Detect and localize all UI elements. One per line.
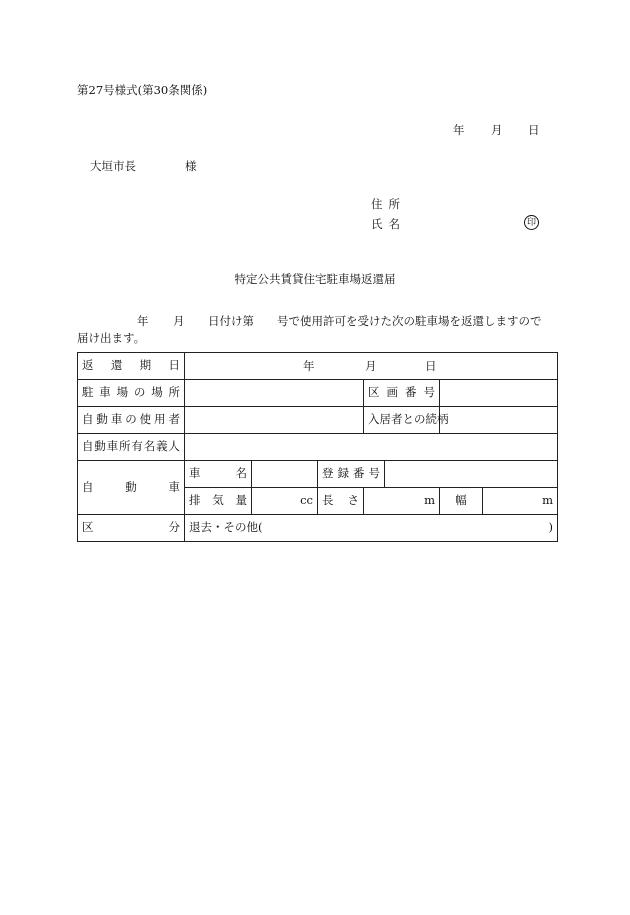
owner-label-cell <box>78 434 185 461</box>
return-form-table <box>77 352 558 542</box>
car-name-label: 車 名 <box>189 466 247 481</box>
parking-location-field[interactable] <box>185 380 364 407</box>
row-owner <box>78 434 558 461</box>
displacement-field[interactable] <box>252 488 318 515</box>
parking-location-label: 駐 車 場 の 場 所 <box>82 385 180 400</box>
width-field[interactable] <box>483 488 558 515</box>
width-label-cell <box>440 488 483 515</box>
length-label-cell <box>318 488 364 515</box>
relation-label: 入 居 者 と の 続 柄 <box>368 412 449 427</box>
car-name-label-cell <box>185 461 252 488</box>
parking-location-label-cell <box>78 380 185 407</box>
return-date-day: 日 <box>425 359 437 373</box>
document-title: 特定公共賃貸住宅駐車場返還届 <box>234 272 396 286</box>
vehicle-label-cell <box>78 461 185 515</box>
date-month-label: 月 <box>491 123 503 137</box>
length-label: 長 さ <box>322 493 359 508</box>
honorific: 様 <box>185 159 197 173</box>
car-user-field[interactable] <box>185 407 364 434</box>
section-number-field[interactable] <box>440 380 558 407</box>
category-value: 退去・その他( <box>189 520 263 535</box>
seal-mark: 印 <box>524 215 539 230</box>
section-number-label-cell <box>364 380 440 407</box>
category-label-cell <box>78 515 185 542</box>
length-field[interactable] <box>364 488 440 515</box>
car-user-label-cell <box>78 407 185 434</box>
displacement-unit: cc <box>300 493 313 508</box>
form-number: 第27号様式(第30条関係) <box>77 83 208 97</box>
width-label: 幅 <box>455 493 467 508</box>
displacement-label: 排 気 量 <box>189 493 247 508</box>
body-month: 月 <box>173 314 185 328</box>
return-date-label-cell <box>78 353 185 380</box>
name-label: 氏名 <box>371 217 406 231</box>
addressee-name: 大垣市長 <box>90 159 136 173</box>
address-label: 住所 <box>371 197 406 211</box>
return-date-label: 返 還 期 日 <box>82 358 180 373</box>
row-parking-location <box>78 380 558 407</box>
return-date-year: 年 <box>303 359 315 373</box>
category-field[interactable] <box>185 515 558 542</box>
body-year: 年 <box>137 314 149 328</box>
date-day-label: 日 <box>528 123 540 137</box>
return-date-month: 月 <box>365 359 377 373</box>
body-day-prefix: 日付け第 <box>208 314 254 328</box>
relation-field[interactable] <box>440 407 558 434</box>
body-number-suffix: 号で使用許可を受けた次の駐車場を返還しますので <box>277 314 542 328</box>
width-unit: m <box>542 493 554 508</box>
relation-label-cell <box>364 407 449 434</box>
body-line2: 届け出ます。 <box>77 331 146 345</box>
registration-field[interactable] <box>385 461 558 488</box>
row-vehicle-1 <box>78 461 558 488</box>
owner-field[interactable] <box>185 434 558 461</box>
section-number-label: 区 画 番 号 <box>368 385 435 400</box>
vehicle-label: 自 動 車 <box>82 479 180 494</box>
owner-label: 自 動 車 所 有 名 義 人 <box>82 439 180 454</box>
return-date-field[interactable] <box>185 353 558 380</box>
car-user-label: 自 動 車 の 使 用 者 <box>82 412 180 427</box>
row-return-date <box>78 353 558 380</box>
body-text <box>77 313 557 347</box>
category-close-paren: ) <box>548 520 554 535</box>
row-category <box>78 515 558 542</box>
displacement-label-cell <box>185 488 252 515</box>
category-label: 区 分 <box>82 520 180 535</box>
car-name-field[interactable] <box>252 461 318 488</box>
registration-label-cell <box>318 461 385 488</box>
registration-label: 登 録 番 号 <box>322 466 380 481</box>
row-car-user <box>78 407 558 434</box>
addressee <box>90 159 197 173</box>
length-unit: m <box>424 493 435 508</box>
date-year-label: 年 <box>453 123 465 137</box>
